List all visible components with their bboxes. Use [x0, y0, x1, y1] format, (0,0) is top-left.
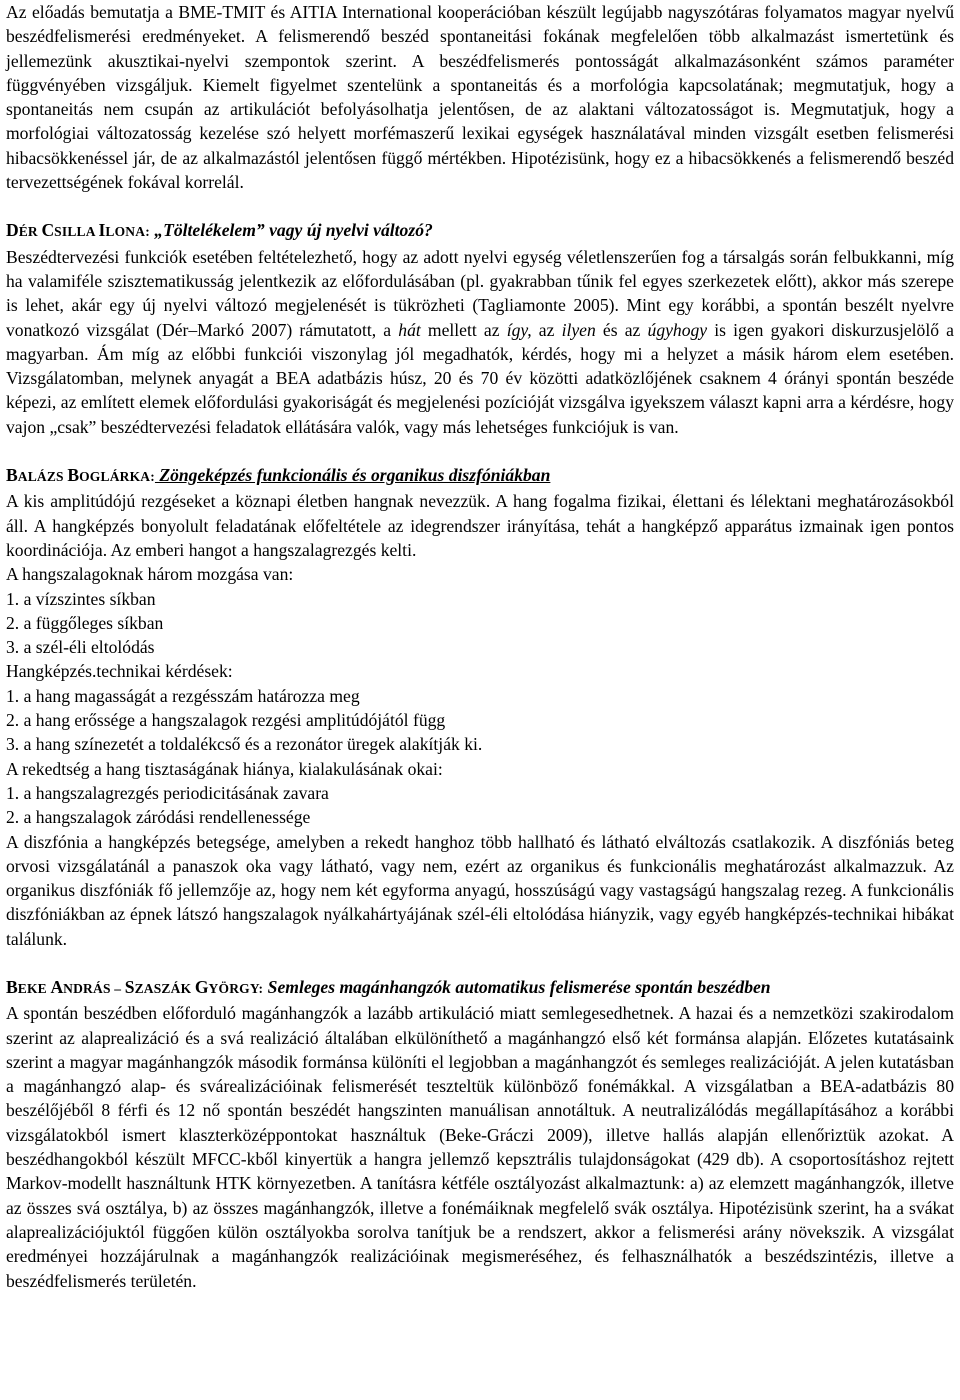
section-spacer	[6, 439, 954, 463]
list-line: 2. a függőleges síkban	[6, 612, 164, 633]
author-rest: ÉR	[18, 224, 42, 240]
section-body-der	[6, 245, 954, 439]
body-text: az	[531, 319, 562, 340]
list-line: 1. a hang magasságát a rezgésszám határozza meg	[6, 685, 360, 706]
body-text: mellett az	[420, 319, 507, 340]
author-rest: YÖRGY:	[208, 980, 264, 996]
section-intro-balazs: A kis amplitúdójú rezgéseket a köznapi életben hangnak nevezzük. A hang fogalma fizikai, élettani és lélektani meghatározásokból áll. A hangképzés bonyolult feladatának előfeltétele az idegrendszer irányítása, tehát a hangképző apparátus izmainak igen pontos koordinációja. Az emberi hangot a hangszalagrezgés kelti.	[6, 491, 954, 560]
section-heading-balazs	[6, 463, 954, 489]
body-text: és az	[595, 319, 648, 340]
author-initial: A	[50, 976, 64, 997]
section-title: „Töltelékelem” vagy új nyelvi változó?	[149, 220, 433, 241]
list-line: A rekedtség a hang tisztaságának hiánya, kialakulásának okai:	[6, 758, 443, 779]
author-rest: LONA:	[105, 224, 150, 240]
list-line: 3. a szél-éli eltolódás	[6, 637, 155, 658]
author-rest: SILLA	[54, 224, 99, 240]
body-italic: úgyhogy	[647, 319, 708, 340]
body-text: Beszédtervezési funkciók esetében feltételezhető, hogy az adott nyelvi egység véletlenszerűen fog a társalgás során felbukkanni, míg ha valamiféle szisztematikusság jelentkezik az előfordulásában (pl. gyakrabban tűnik fel egyes szerkezetek előtt), akkor más szerepe is lehet, akár egy új nyelvi változó megjelenését is tükrözheti (Tagliamonte 2005). Mint egy korábbi, a spontán beszélt nyelvre vonatkozó vizsgálat (Dér–Markó 2007) rámutatott, a	[6, 246, 954, 340]
list-line: 1. a vízszintes síkban	[6, 588, 156, 609]
author-rest: NDRÁS –	[63, 980, 125, 996]
author-initial: B	[6, 976, 18, 997]
author-initial: G	[194, 976, 209, 997]
author-initial: B	[67, 465, 80, 486]
list-line: 2. a hang erőssége a hangszalagok rezgési amplitúdójától függ	[6, 710, 446, 731]
section-title: Semleges magánhangzók automatikus felismerése spontán beszédben	[263, 976, 771, 997]
author-initial: C	[41, 220, 55, 241]
section-heading-der	[6, 218, 954, 244]
body-italic: ilyen	[561, 319, 596, 340]
section-spacer	[6, 951, 954, 975]
section-body-beke: A spontán beszédben előforduló magánhangzók a lazább artikuláció miatt semlegesedhetnek. A hazai és a nemzetközi szakirodalom szerint az alaprealizáció és a svá realizáció általában elkülöníthető a magánhangzó első két formánsa alapján. Előzetes kutatásaink szerint a magyar magánhangzók második formánsa különíti el legjobban a magánhangzót és semleges realizációját. A jelen kutatásban a magánhangzó alap- és svárealizációinak felismerését teszteltük különböző fonémákkal. A vizsgálatban a BEA-adatbázis 80 beszélőjéből 8 férfi és 12 nő spontán beszédét hangszinten manuálisan annotáltuk. A neutralizálódás megállapításához a korábbi vizsgálatokból ismert klaszterközéppontokat használtuk (Beke-Gráczi 2009), illetve hallás alapján ellenőriztük azokat. A beszédhangokból készült MFCC-kből kinyertük a hangra jellemző kepsztrális tulajdonságokat (429 db). A csoportosításhoz rejtett Markov-modellt használtunk HTK környezetben. A tanításra kétféle osztályozást alkalmaztunk: a) az elemzett magánhangzók, illetve az összes svá osztálya, b) az összes magánhangzók, illetve a fonémáiknak megfelelő svák osztálya. Hipotézisünk szerint, ha a svákat alaprealizációjuktól függően külön osztályokba sorolva tanítjuk be a rendszert, akkor a felismerési arány növekszik. A vizsgálat eredményei hozzájárulnak a magánhangzók realizációinak megismeréséhez, és felhasználhatók a beszédszintézis, illetve a beszédfelismerés területén.	[6, 1003, 954, 1291]
list-line: A hangszalagoknak három mozgása van:	[6, 564, 294, 585]
body-italic: hát	[398, 319, 421, 340]
author-initial: S	[124, 976, 135, 997]
section-outro-balazs: A diszfónia a hangképzés betegsége, amelyben a rekedt hanghoz több hallható és látható elváltozás csatlakozik. A diszfóniás beteg orvosi vizsgálatánál a panaszok oka vagy látható, vagy nem, ezért az organikus és funkcionális meghatározást alkalmazzuk. Az organikus diszfóniák fő jellemzője az, hogy nem két egyforma anyagú, hosszúságú vagy vastagságú hangszalag rezeg. A funkcionális diszfóniákban az épnek látszó hangszalagok nyálkahártyájának szél-éli eltolódása hiányzik, vagy egyéb hangképzés-technikai hibákat találunk.	[6, 831, 954, 949]
author-initial: D	[6, 220, 19, 241]
intro-paragraph: Az előadás bemutatja a BME-TMIT és AITIA International kooperációban készült legújabb nagyszótáras folyamatos magyar nyelvű beszédfelismerési eredményeket. A felismerendő beszéd spontaneitási fokának megfelelően több alkalmazást ismertetünk és jellemezünk akusztikai-nyelvi szempontok szerint. A beszédfelismerés pontosságát alkalmazásonként számos paraméter függvényében vizsgáljuk. Kiemelt figyelmet szentelünk a spontaneitás és a morfológia kapcsolatának; megmutatjuk, hogy a spontaneitás nem csupán az artikulációt befolyásolhatja jelentősen, de az alaktani változatosságot is. Megmutatjuk, hogy a morfológiai változatosság kezelése szó helyett morfémaszerű lexikai egységek használatával minden vizsgált esetben felismerési hibacsökkenéssel jár, de az alkalmazástól jelentősen függő mértékben. Hipotézisünk, hogy ez a hibacsökkenés a felismerendő beszéd tervezettségének fokával korrelál.	[6, 2, 954, 193]
list-line: 2. a hangszalagok záródási rendellenessége	[6, 807, 311, 828]
body-text: is igen gyakori diskurzusjelölő a magyarban. Ám míg az előbbi funkciói viszonylag jól megadhatók, kérdés, hogy mi a helyzet a másik három elem esetében. Vizsgálatomban, melynek anyagát a BEA adatbázis húsz, 20 és 70 év közötti adatközlőjének csaknem 4 órányi spontán beszéde képezi, az említett elemek előfordulási gyakoriságát és megjelenési pozícióját vizsgálva igyekszem választ kapni arra a kérdésre, hogy vajon „csak” beszédtervezési feladatok ellátására valók, vagy más lehetséges funkciójuk is van.	[6, 319, 954, 437]
author-initial: B	[6, 465, 18, 486]
author-rest: ZASZÁK	[134, 980, 195, 996]
list-line: Hangképzés.technikai kérdések:	[6, 661, 233, 682]
author-rest: ALÁZS	[17, 469, 68, 485]
list-line: 3. a hang színezetét a toldalékcső és a rezonátor üregek alakítják ki.	[6, 734, 483, 755]
section-spacer	[6, 194, 954, 218]
section-heading-beke	[6, 975, 954, 1001]
author-rest: OGLÁRKA:	[79, 469, 155, 485]
author-initial: I	[98, 220, 106, 241]
section-title: Zöngeképzés funkcionális és organikus diszfóniákban	[154, 465, 551, 486]
body-italic: így,	[506, 319, 532, 340]
list-line: 1. a hangszalagrezgés periodicitásának zavara	[6, 782, 329, 803]
author-rest: EKE	[17, 980, 51, 996]
